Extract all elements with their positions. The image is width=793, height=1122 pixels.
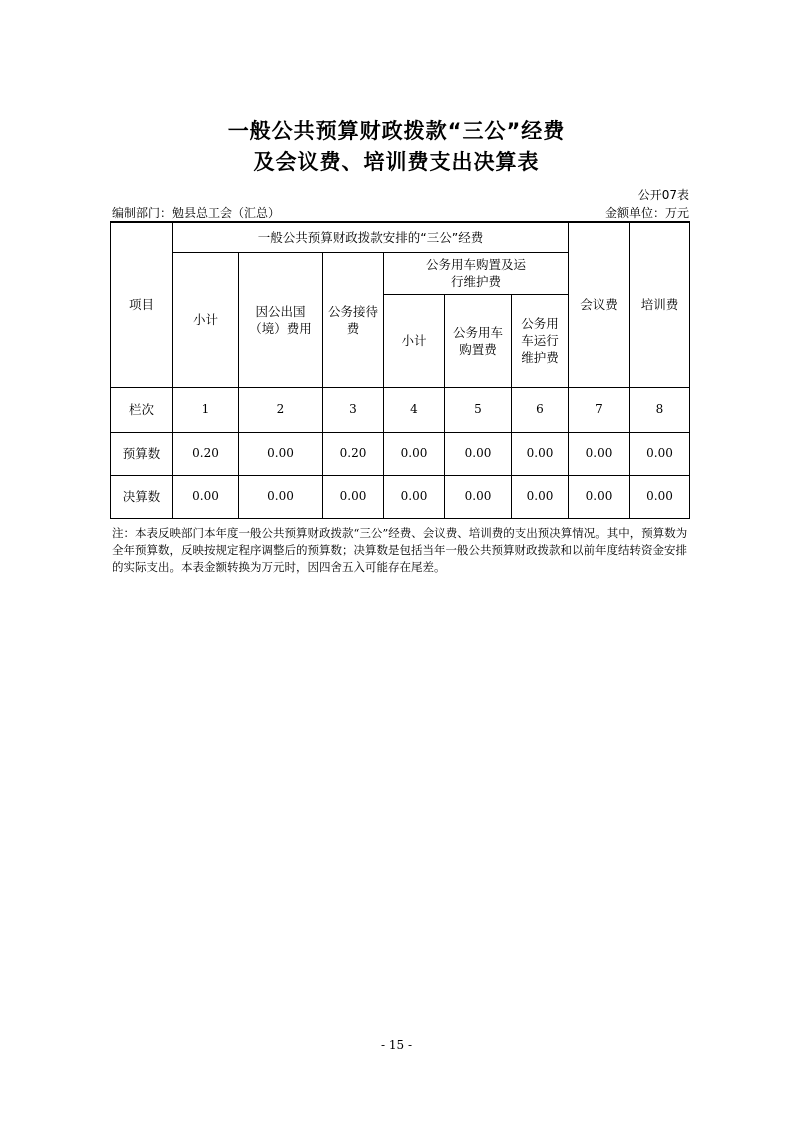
page-title-line2: 及会议费、培训费支出决算表 (253, 150, 540, 174)
row-label: 决算数 (111, 475, 173, 518)
amount-unit: 金额单位：万元 (604, 206, 689, 220)
header-subtotal: 小计 (173, 252, 239, 387)
table-cell: 0.00 (445, 475, 512, 518)
table-cell: 0.00 (512, 432, 569, 475)
header-training: 培训费 (630, 222, 690, 387)
table-cell: 3 (323, 387, 384, 432)
header-meeting: 会议费 (569, 222, 630, 387)
table-cell: 0.20 (323, 432, 384, 475)
table-cell: 8 (630, 387, 690, 432)
header-vehicle-subtotal: 小计 (384, 294, 445, 387)
compiling-unit: 编制部门：勉县总工会（汇总） (112, 206, 281, 220)
header-vehicle-purchase: 公务用车购置费 (445, 294, 512, 387)
table-cell: 0.00 (384, 432, 445, 475)
table-cell: 0.00 (239, 475, 323, 518)
table-cell: 0.00 (323, 475, 384, 518)
page-title-line1: 一般公共预算财政拨款“三公”经费 (227, 119, 566, 143)
header-item: 项目 (111, 222, 173, 387)
header-travel-abroad: 因公出国（境）费用 (239, 252, 323, 387)
expenditure-table (110, 221, 690, 519)
row-label: 预算数 (111, 432, 173, 475)
table-cell: 4 (384, 387, 445, 432)
table-row-budget (111, 432, 690, 475)
table-cell: 1 (173, 387, 239, 432)
header-reception: 公务接待费 (323, 252, 384, 387)
table-cell: 0.00 (173, 475, 239, 518)
header-vehicle-group: 公务用车购置及运行维护费 (384, 252, 569, 294)
table-cell: 5 (445, 387, 512, 432)
table-cell: 0.00 (569, 432, 630, 475)
table-cell: 7 (569, 387, 630, 432)
table-note: 注：本表反映部门本年度一般公共预算财政拨款“三公”经费、会议费、培训费的支出预决算情况。其中，预算数为全年预算数，反映按规定程序调整后的预算数；决算数是包括当年一般公共预算财政拨款和以前年度结转资金安排的实际支出。本表金额转换为万元时，因四舍五入可能存在尾差。 (112, 526, 688, 574)
table-cell: 0.20 (173, 432, 239, 475)
header-group-sangong: 一般公共预算财政拨款安排的“三公”经费 (173, 222, 569, 252)
table-cell: 0.00 (384, 475, 445, 518)
table-cell: 0.00 (569, 475, 630, 518)
table-cell: 0.00 (630, 432, 690, 475)
header-vehicle-operation: 公务用车运行维护费 (512, 294, 569, 387)
table-row-actual (111, 475, 690, 518)
table-cell: 0.00 (239, 432, 323, 475)
table-cell: 0.00 (445, 432, 512, 475)
table-cell: 2 (239, 387, 323, 432)
meta-row (112, 204, 689, 220)
table-cell: 0.00 (630, 475, 690, 518)
page-number: - 15 - (380, 1038, 412, 1052)
table-row-column-numbers (111, 387, 690, 432)
table-cell: 0.00 (512, 475, 569, 518)
table-cell: 6 (512, 387, 569, 432)
row-label: 栏次 (111, 387, 173, 432)
form-number: 公开07表 (637, 188, 689, 202)
